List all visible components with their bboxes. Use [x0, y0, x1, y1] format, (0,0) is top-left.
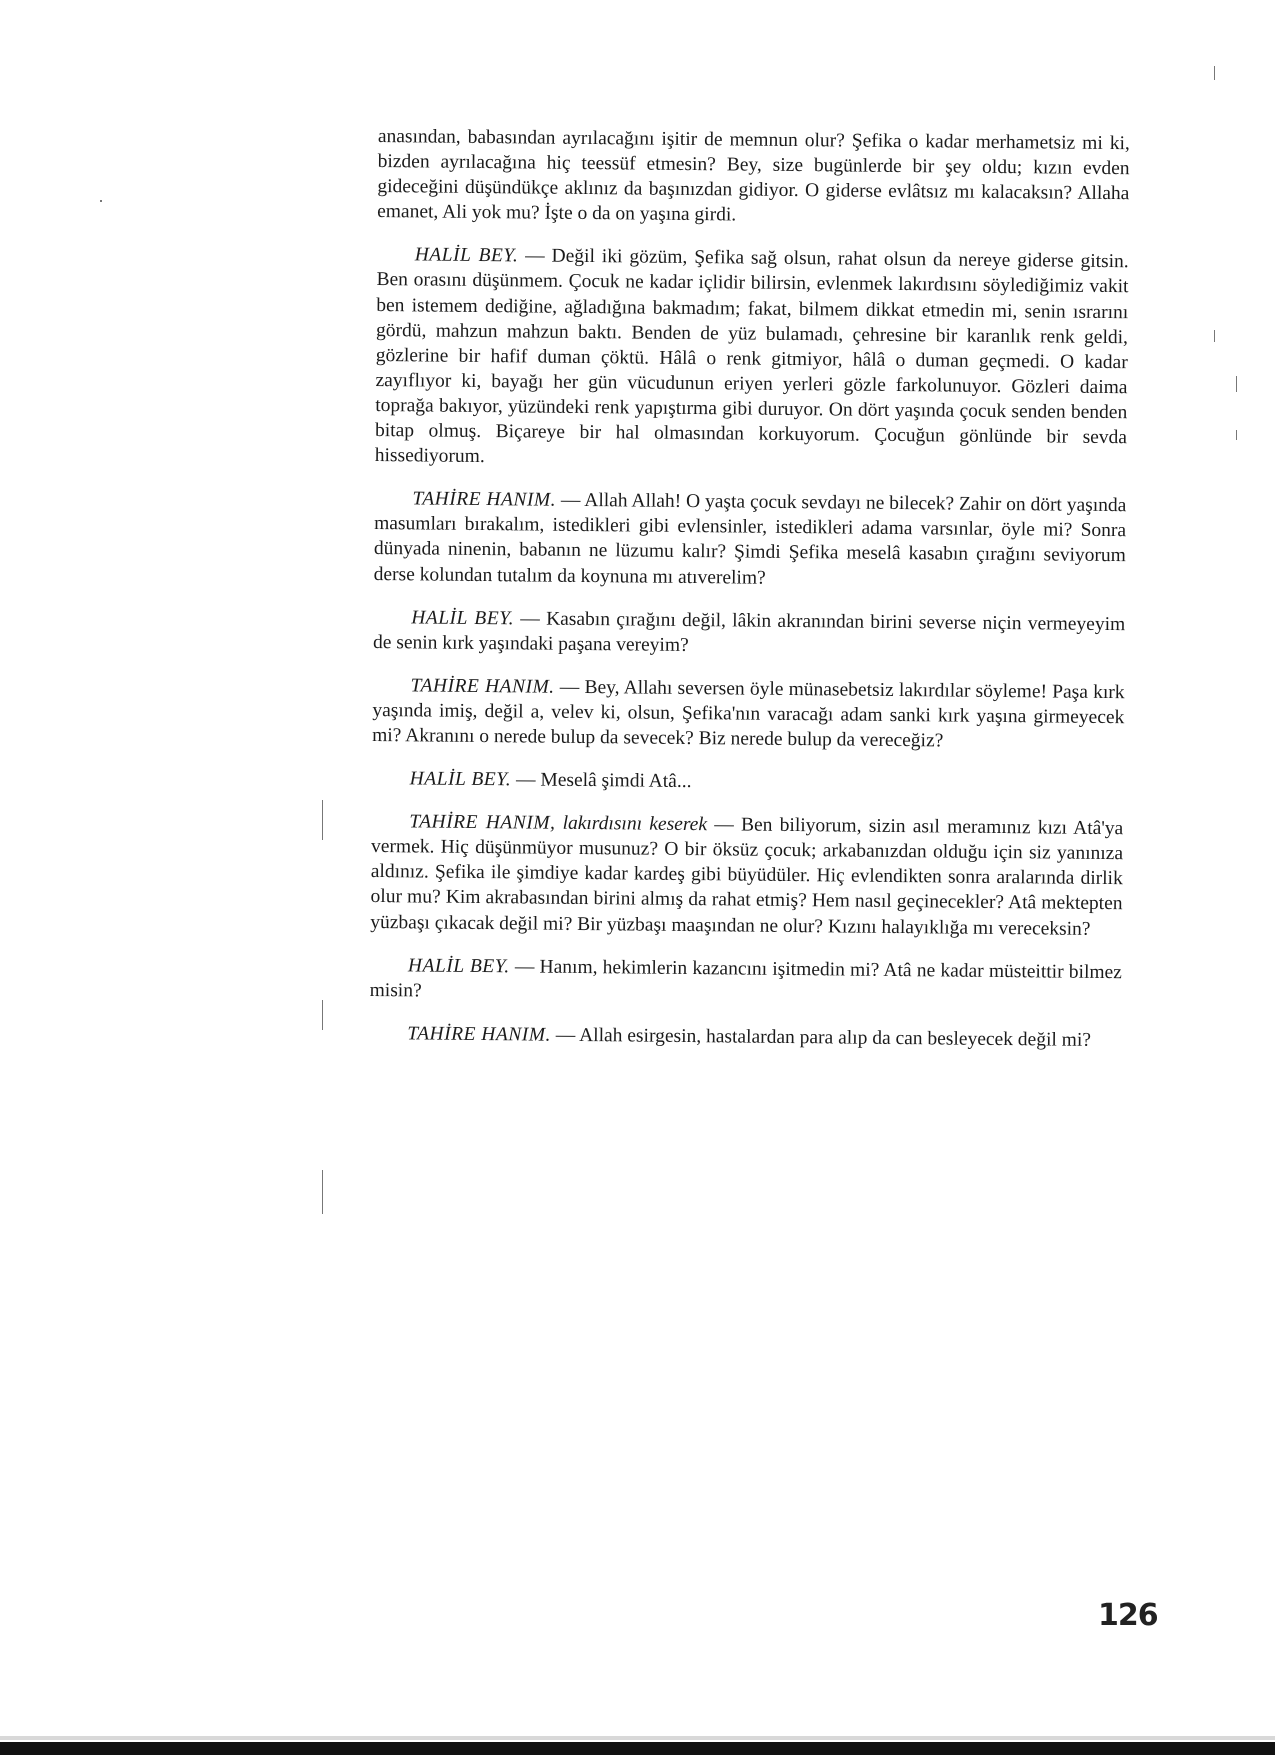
- paragraph: [373, 605, 1125, 662]
- paragraph: [377, 124, 1130, 232]
- paragraph-speaker: TAHİRE HANIM.: [407, 1023, 552, 1046]
- paragraph-text: — Meselâ şimdi Atâ...: [511, 769, 692, 793]
- paragraph-text: — Kasabın çırağını değil, lâkin akranından birini severse niçin vermeyeyim de senin kırk yaşındaki paşana vereyim?: [372, 607, 1126, 656]
- bottom-edge: [0, 1742, 1275, 1755]
- scan-speck: [1236, 376, 1237, 392]
- paragraph-speaker: HALİL BEY.: [409, 768, 512, 791]
- paragraph-text: — Hanım, hekimlerin kazancını işitmedin mi? Atâ ne kadar müsteittir bilmez misin?: [369, 955, 1123, 1002]
- paragraph-speaker: HALİL BEY.: [414, 244, 519, 267]
- paragraph: [372, 766, 1124, 798]
- paragraph-text: — Bey, Allahı seversen öyle münasebetsiz lakırdılar söyleme! Paşa kırk yaşında imiş, değil a, velev ki, olsun, Şefika'nın varacağı adam sanki kırk yaşına girmeyecek mi? Akranını o nerede bulup da sevecek? Biz nerede bulup da vereceğiz?: [372, 676, 1125, 752]
- scan-speck: [1214, 66, 1215, 80]
- paragraph: [372, 673, 1125, 755]
- paragraph: [370, 953, 1122, 1010]
- document-body: [369, 124, 1130, 1071]
- paragraph: [374, 486, 1127, 594]
- paragraph-text: — Allah Allah! O yaşta çocuk sevdayı ne bilecek? Zahir on dört yaşında masumları bırakalım, istedikleri gibi evlensinler, istedikleri adama varsınlar, öyle mi? Sonra dünyada ninenin, babanın ne lüzumu kalır? Şimdi Şefika meselâ kasabın çırağını seviyorum derse kolundan tutalım da koynuna mı atıverelim?: [373, 489, 1127, 589]
- paragraph: [369, 1021, 1121, 1053]
- scan-speck: [1236, 430, 1237, 440]
- scan-speck: [1214, 330, 1215, 342]
- paragraph-text: — Ben biliyorum, sizin asıl meramınız kızı Atâ'ya vermek. Hiç düşünmüyor musunuz? O bir öksüz çocuk; arkabanızdan olduğu için siz yanınıza aldınız. Şefika ile şimdiye kadar kardeş gibi büyüdüler. Hiç evlendikten sonra aralarında dirlik olur mu? Kim akrabasından birini almış da rahat etmiş? Hem nasıl geçinecekler? Atâ mektepten yüzbaşı çıkacak değil mi? Bir yüzbaşı maaşından ne olur? Kızını halayıklığa mı vereceksin?: [370, 814, 1124, 940]
- paragraph-speaker: TAHİRE HANIM.: [412, 488, 557, 511]
- paragraph-speaker: TAHİRE HANIM.: [410, 675, 555, 698]
- paragraph-text: — Değil iki gözüm, Şefika sağ olsun, rahat olsun da nereye giderse gitsin. Ben orasını düşünmem. Çocuk ne kadar içlidir bilirsin, evlenmek lakırdısını söylediğimiz vakit ben istemem dediğine, ağladığına bakmadım; fakat, bilmem dikkat etmedin mi, senin ısrarını gördü, mahzun mahzun baktı. Benden de yüz bulamadı, çehresine bir karanlık renk geldi, gözlerine bir hafif duman çöktü. Hâlâ o renk gitmiyor, hâlâ o duman geçmedi. O kadar zayıflıyor ki, bayağı her gün vücudunun eriyen yerleri gözle farkolunuyor. Gözleri daima toprağa bakıyor, yüzündeki renk yapıştırma gibi duruyor. On dört yaşında çocuk senden benden bitap olmuş. Biçareye bir hal olmasından korkuyorum. Çocuğun gönlünde bir sevda hissediyorum.: [374, 245, 1129, 468]
- paragraph-speaker: HALİL BEY.: [407, 954, 510, 977]
- paragraph-speaker: TAHİRE HANIM,: [409, 811, 556, 834]
- paragraph-text: — Allah esirgesin, hastalardan para alıp da can besleyecek değil mi?: [550, 1024, 1092, 1051]
- bottom-edge-light: [0, 1736, 1275, 1740]
- paragraph-text: anasından, babasından ayrılacağını işitir de memnun olur? Şefika o kadar merhametsiz mi ki, bizden ayrılacağına hiç teessüf etmesin? Bey, size bugünlerde bir şey oldu; kızın evden gideceğini düşündükçe aklınız da başınızdan gidiyor. O giderse evlâtsız mı kalacaksın? Allaha emanet, Ali yok mu? İşte o da on yaşına girdi.: [377, 125, 1130, 226]
- scan-speck: [322, 1000, 323, 1030]
- paragraph: [370, 809, 1123, 942]
- page-number: 126: [1098, 1598, 1158, 1633]
- scan-speck: [100, 200, 102, 202]
- paragraph-aside: lakırdısını keserek: [555, 812, 708, 836]
- scan-speck: [322, 800, 323, 840]
- scan-speck: [322, 1170, 323, 1214]
- paragraph: [375, 242, 1129, 475]
- paragraph-speaker: HALİL BEY.: [411, 606, 515, 629]
